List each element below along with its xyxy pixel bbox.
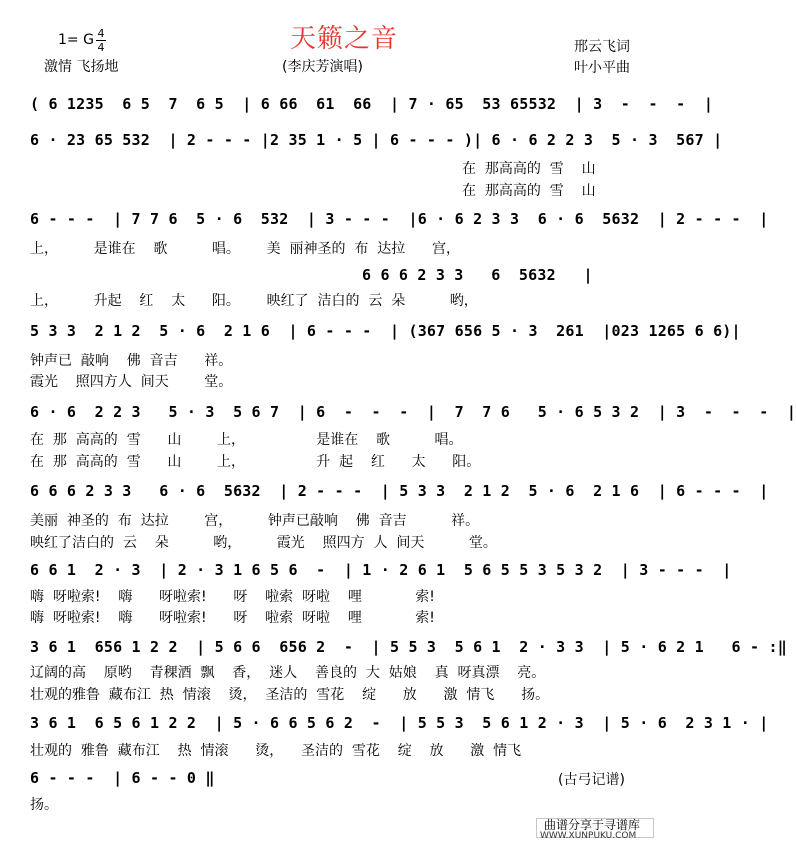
notation-row: 6 · 23 65 532 | 2 - - - |2 35 1 · 5 | 6 - - - )| 6 · 6 2 2 3 5 · 3 567 |	[30, 131, 723, 149]
song-title: 天籁之音	[289, 24, 398, 54]
lyric-line: 上， 升起 红 太 阳。 映红了 洁白的 云 朵 哟，	[30, 293, 478, 309]
lyric-line: 扬。	[30, 797, 58, 813]
notation-row: 5 3 3 2 1 2 5 · 6 2 1 6 | 6 - - - | (367 656 5 · 3 261 |023 1265 6 6)|	[30, 322, 741, 340]
lyric-line: 壮观的雅鲁 藏布江 热 情滚 烫， 圣洁的 雪花 绽 放 激 情飞 扬。	[30, 687, 550, 703]
time-signature-bottom: 4	[97, 41, 105, 54]
notation-row: 6 6 1 2 · 3 | 2 · 3 1 6 5 6 - | 1 · 2 6 1 5 6 5 5 3 5 3 2 | 3 - - - |	[30, 561, 732, 579]
lyric-line: 钟声已 敲响 佛 音吉 祥。	[30, 353, 233, 369]
time-signature-top: 4	[97, 27, 105, 40]
site-url: WWW.XUNPUKU.COM	[540, 831, 637, 841]
performer: (李庆芳演唱)	[282, 59, 363, 75]
time-signature	[96, 28, 106, 53]
lyric-line: 壮观的 雅鲁 藏布江 热 情滚 烫， 圣洁的 雪花 绽 放 激 情飞	[30, 743, 522, 759]
lyric-line: 在 那高高的 雪 山	[462, 183, 596, 199]
lyric-line: 辽阔的高 原哟 青稞酒 飘 香， 迷人 善良的 大 姑娘 真 呀真漂 亮。	[30, 665, 546, 681]
notation-row: 6 - - - | 6 - - 0 ‖	[30, 769, 215, 787]
key-signature: 1= G	[58, 32, 94, 48]
notation-row: 6 6 6 2 3 3 6 5632 |	[362, 266, 593, 284]
notation-row: 6 · 6 2 2 3 5 · 3 5 6 7 | 6 - - - | 7 7 6 5 · 6 5 3 2 | 3 - - - |	[30, 403, 796, 421]
lyric-line: 嗨 呀啦索! 嗨 呀啦索! 呀 啦索 呀啦 哩 索!	[30, 610, 435, 626]
lyric-line: 上， 是谁在 歌 唱。 美 丽神圣的 布 达拉 宫，	[30, 241, 461, 257]
notation-row: 6 - - - | 7 7 6 5 · 6 532 | 3 - - - |6 · 6 2 3 3 6 · 6 5632 | 2 - - - |	[30, 210, 769, 228]
share-text: 曲谱分享于寻谱库	[544, 818, 641, 832]
lyricist: 邢云飞词	[574, 39, 630, 55]
lyric-line: 嗨 呀啦索! 嗨 呀啦索! 呀 啦索 呀啦 哩 索!	[30, 589, 435, 605]
notation-row: ( 6 1235 6 5 7 6 5 | 6 66 61 66 | 7 · 65 53 65532 | 3 - - - |	[30, 95, 714, 113]
notation-source: (古弓记谱)	[558, 772, 625, 788]
notation-row: 6 6 6 2 3 3 6 · 6 5632 | 2 - - - | 5 3 3 2 1 2 5 · 6 2 1 6 | 6 - - - |	[30, 482, 769, 500]
lyric-line: 在 那高高的 雪 山	[462, 161, 596, 177]
notation-row: 3 6 1 656 1 2 2 | 5 6 6 656 2 - | 5 5 3 5 6 1 2 · 3 3 | 5 · 6 2 1 6 - :‖	[30, 638, 787, 656]
lyric-line: 美丽 神圣的 布 达拉 宫， 钟声已敲响 佛 音吉 祥。	[30, 513, 480, 529]
composer: 叶小平曲	[574, 60, 630, 76]
lyric-line: 霞光 照四方人 间天 堂。	[30, 374, 233, 390]
tempo-mark: 激情 飞扬地	[44, 59, 119, 75]
lyric-line: 映红了洁白的 云 朵 哟， 霞光 照四方 人 间天 堂。	[30, 535, 497, 551]
lyric-line: 在 那 高高的 雪 山 上， 升 起 红 太 阳。	[30, 454, 481, 470]
notation-row: 3 6 1 6 5 6 1 2 2 | 5 · 6 6 5 6 2 - | 5 5 3 5 6 1 2 · 3 | 5 · 6 2 3 1 · |	[30, 714, 769, 732]
lyric-line: 在 那 高高的 雪 山 上， 是谁在 歌 唱。	[30, 432, 463, 448]
